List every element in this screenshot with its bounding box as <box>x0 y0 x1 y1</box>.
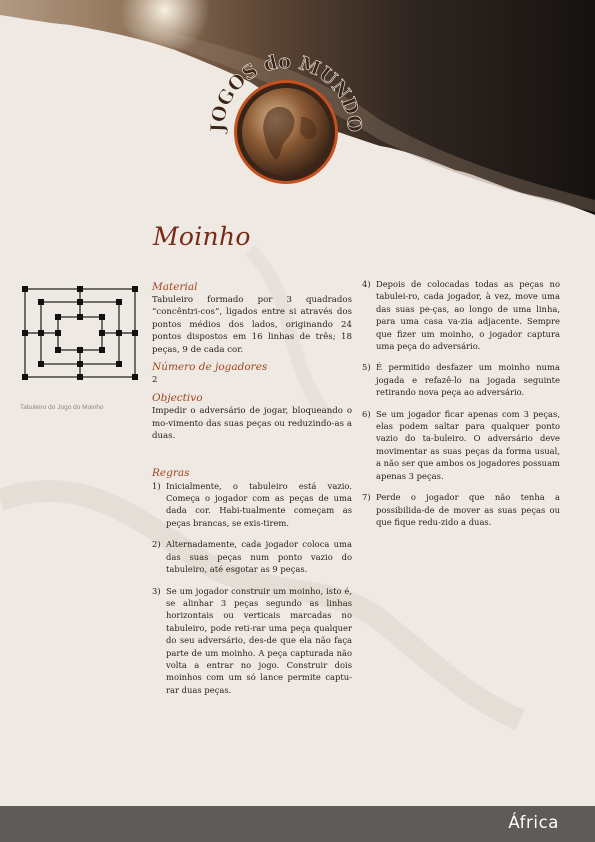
rule-number: 3) <box>152 585 161 596</box>
rule-text: Depois de colocadas todas as peças no tabulei-ro, cada jogador, à vez, move uma das suas pe-ças, ao longo de uma linha, para uma casa va-zia adjacente. Sempre que fizer um moinho, o jogador captura uma peça do adversário. <box>376 279 560 352</box>
material-text: Tabuleiro formado por 3 quadrados “concêntri-cos”, ligados entre si através dos pontos médios dos lados, originando 24 pontos dispostos em 16 linhas de três; 18 peças, 9 de cada cor. <box>152 295 352 355</box>
rule-item <box>362 408 560 482</box>
rule-number: 5) <box>362 362 371 373</box>
rules-heading: Regras <box>152 466 190 479</box>
rule-text: Se um jogador construir um moinho, isto é, se alinhar 3 peças segundo as linhas horizontais ou verticais marcadas no tabuleiro, pode reti-rar uma peça qualquer do seu adversário, des-de que ela não faça parte de um moinho. A peça capturada não volta a entrar no jogo. Construir dois moinhos com um só lance permite captu-rar duas peças. <box>166 585 352 695</box>
players-heading: Número de jogadores <box>152 361 268 374</box>
mill-board-figure <box>20 286 140 382</box>
rule-number: 2) <box>152 539 161 550</box>
rule-number: 1) <box>152 480 161 491</box>
rule-number: 7) <box>362 492 371 503</box>
rule-text: Inicialmente, o tabuleiro está vazio. Começa o jogador com as peças de uma dada cor. Habi-tualmente começam as peças brancas, se exis-tirem. <box>166 480 352 528</box>
svg-text:JOGOS do MUNDO: JOGOS do MUNDO <box>206 50 366 133</box>
page-title: Moinho <box>153 222 251 251</box>
figure-caption: Tabuleiro do Jogo do Moinho <box>20 404 104 411</box>
rule-number: 4) <box>362 279 371 289</box>
rule-item <box>152 480 352 530</box>
players-text: 2 <box>152 375 158 386</box>
rule-text: Alternadamente, cada jogador coloca uma das suas peças num ponto vazio do tabuleiro, até esgotar as 9 peças. <box>166 539 352 575</box>
left-column <box>152 281 352 705</box>
footer-region-label: África <box>508 813 559 832</box>
rule-item <box>362 278 560 352</box>
material-heading: Material <box>152 281 198 293</box>
rule-item <box>152 585 352 697</box>
rule-text: Se um jogador ficar apenas com 3 peças, elas podem saltar para qualquer ponto vazio do ta-buleiro. O adversário deve movimentar as suas peças da forma usual, a não ser que ambos os jogadores possuam apenas 3 peças. <box>376 408 560 481</box>
rule-text: É permitido desfazer um moinho numa jogada e refazê-lo na jogada seguinte retirando nova peça ao adversário. <box>376 362 560 398</box>
objective-text: Impedir o adversário de jogar, bloqueando o mo-vimento das suas peças ou reduzindo-as a duas. <box>152 406 352 442</box>
rules-list-left <box>152 480 352 697</box>
jogos-do-mundo-logo <box>206 42 366 192</box>
rules-list-right <box>362 278 560 528</box>
right-column <box>362 278 560 537</box>
rule-item <box>152 538 352 575</box>
rule-item <box>362 491 560 528</box>
rule-number: 6) <box>362 408 371 419</box>
rule-text: Perde o jogador que não tenha a possibilida-de de mover as suas peças ou que fique redu-zido a duas. <box>376 492 560 527</box>
footer-bar <box>0 806 595 842</box>
rule-item <box>362 361 560 398</box>
objective-heading: Objectivo <box>152 392 203 405</box>
